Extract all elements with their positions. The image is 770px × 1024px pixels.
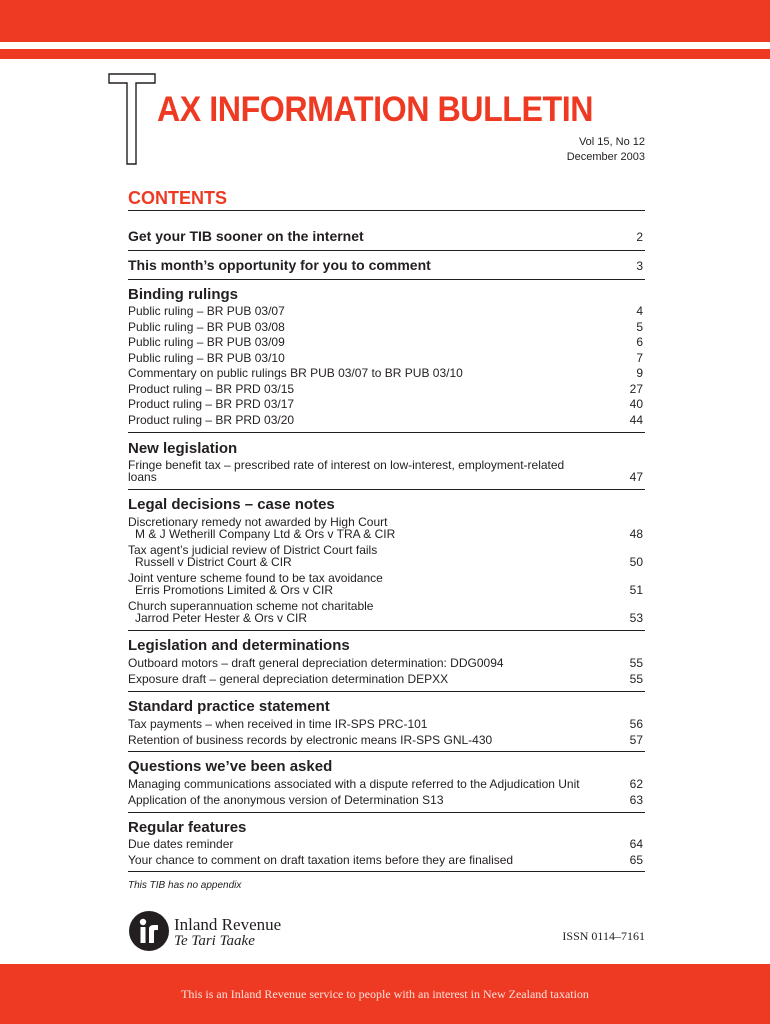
toc-page-number: 40 bbox=[629, 397, 643, 411]
toc-page-number: 44 bbox=[629, 412, 643, 427]
toc-item-label: Managing communications associated with a dispute referred to the Adjudication Unit bbox=[128, 777, 580, 791]
toc-page-number: 5 bbox=[636, 319, 643, 334]
toc-page-number: 2 bbox=[636, 230, 643, 244]
toc-item-label: Product ruling – BR PRD 03/17 bbox=[128, 397, 295, 411]
toc-page-number: 3 bbox=[636, 259, 643, 273]
toc-item-label: Public ruling – BR PUB 03/09 bbox=[128, 335, 285, 349]
toc-item-label: Public ruling – BR PUB 03/07 bbox=[128, 304, 285, 318]
toc-page-number: 6 bbox=[636, 335, 643, 349]
section-heading: Binding rulings bbox=[128, 286, 238, 303]
top-red-stripe bbox=[0, 49, 770, 59]
toc-feature-label: Get your TIB sooner on the internet bbox=[128, 228, 364, 244]
logo-name: Inland Revenue bbox=[174, 915, 282, 934]
toc-item-label: Discretionary remedy not awarded by High Court bbox=[128, 515, 388, 529]
inland-revenue-logo-icon bbox=[128, 910, 170, 952]
logo-subtitle: Te Tari Taake bbox=[174, 933, 255, 949]
toc-page-number: 50 bbox=[629, 555, 643, 569]
toc-page-number: 65 bbox=[629, 852, 643, 867]
toc-item-label: Jarrod Peter Hester & Ors v CIR bbox=[135, 611, 308, 625]
toc-item-label: M & J Wetherill Company Ltd & Ors v TRA & CIR bbox=[135, 527, 396, 541]
toc-item-label: Tax agent’s judicial review of District Court fails bbox=[128, 543, 378, 557]
section-heading: Legal decisions – case notes bbox=[128, 496, 335, 513]
issue-info bbox=[567, 135, 645, 165]
divider bbox=[128, 279, 645, 280]
toc-item-label: Tax payments – when received in time IR-SPS PRC-101 bbox=[128, 717, 428, 731]
toc-item-label: Application of the anonymous version of Determination S13 bbox=[128, 792, 444, 807]
toc-page-number: 63 bbox=[629, 792, 643, 807]
divider bbox=[128, 489, 645, 490]
toc-page-number: 55 bbox=[629, 671, 643, 686]
toc-page-number: 62 bbox=[629, 777, 643, 791]
toc-page-number: 4 bbox=[636, 304, 643, 318]
divider bbox=[128, 812, 645, 813]
toc-item-label: Product ruling – BR PRD 03/15 bbox=[128, 381, 295, 396]
issn-number: ISSN 0114–7161 bbox=[562, 929, 645, 943]
toc-feature-label: This month’s opportunity for you to comment bbox=[128, 257, 431, 273]
divider bbox=[128, 751, 645, 752]
toc-page-number: 27 bbox=[629, 381, 643, 396]
section-heading: Standard practice statement bbox=[128, 698, 330, 715]
section-heading: Legislation and determinations bbox=[128, 637, 350, 654]
section-heading: New legislation bbox=[128, 440, 238, 457]
title-initial-letter bbox=[108, 73, 156, 165]
toc-item-label: Retention of business records by electronic means IR-SPS GNL-430 bbox=[128, 732, 493, 747]
section-heading: Questions we’ve been asked bbox=[128, 758, 333, 775]
toc-page-number: 55 bbox=[629, 656, 643, 670]
top-red-band bbox=[0, 0, 770, 42]
toc-feature[interactable] bbox=[128, 228, 645, 244]
issue-date: December 2003 bbox=[566, 151, 645, 163]
toc-page-number: 56 bbox=[629, 717, 643, 731]
toc-page-number: 9 bbox=[636, 366, 643, 380]
toc-page-number: 47 bbox=[629, 470, 643, 484]
footer-text: This is an Inland Revenue service to people with an interest in New Zealand taxation bbox=[181, 987, 589, 1001]
toc-item-label: Commentary on public rulings BR PUB 03/07 to BR PUB 03/10 bbox=[128, 366, 463, 380]
toc-item-label: Russell v District Court & CIR bbox=[135, 555, 292, 569]
toc-item-label: Public ruling – BR PUB 03/10 bbox=[128, 350, 285, 365]
contents-heading: CONTENTS bbox=[128, 188, 227, 208]
toc-item-label: Your chance to comment on draft taxation items before they are finalised bbox=[128, 852, 514, 867]
divider bbox=[128, 871, 645, 872]
toc-item-label: Outboard motors – draft general depreciation determination: DDG0094 bbox=[128, 656, 504, 670]
toc-page-number: 51 bbox=[629, 583, 643, 597]
volume-number: Vol 15, No 12 bbox=[578, 136, 645, 148]
toc-item-label: Church superannuation scheme not charitable bbox=[128, 599, 374, 613]
toc-page-number: 57 bbox=[629, 732, 643, 747]
toc-page-number: 48 bbox=[629, 527, 643, 541]
toc-item-label: Product ruling – BR PRD 03/20 bbox=[128, 412, 295, 427]
toc-item-label: Exposure draft – general depreciation determination DEPXX bbox=[128, 671, 449, 686]
toc-item-label: Due dates reminder bbox=[128, 837, 234, 851]
toc-item-label: Joint venture scheme found to be tax avoidance bbox=[128, 571, 383, 585]
toc-item-label: Public ruling – BR PUB 03/08 bbox=[128, 319, 285, 334]
divider bbox=[128, 691, 645, 692]
appendix-note: This TIB has no appendix bbox=[128, 880, 242, 891]
divider bbox=[128, 210, 645, 211]
toc-item-label: loans bbox=[128, 470, 157, 484]
toc-page-number: 7 bbox=[636, 350, 643, 365]
toc-page-number: 64 bbox=[629, 837, 643, 851]
divider bbox=[128, 250, 645, 251]
toc-page-number: 53 bbox=[629, 611, 643, 625]
divider bbox=[128, 630, 645, 631]
toc-item-label: Erris Promotions Limited & Ors v CIR bbox=[135, 583, 334, 597]
bulletin-title: AX INFORMATION BULLETIN bbox=[157, 90, 594, 129]
toc-feature[interactable] bbox=[128, 257, 645, 273]
section-heading: Regular features bbox=[128, 819, 247, 836]
divider bbox=[128, 432, 645, 433]
toc-item-label: Fringe benefit tax – prescribed rate of interest on low-interest, employment-related bbox=[128, 458, 565, 472]
